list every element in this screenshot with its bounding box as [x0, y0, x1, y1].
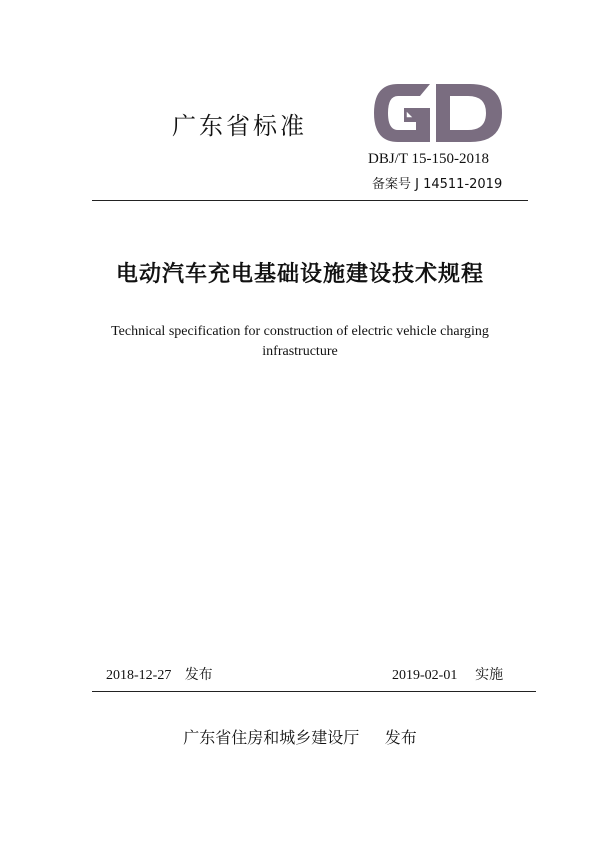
footer-divider	[92, 691, 536, 692]
issuer-label: 发布	[384, 728, 417, 747]
english-title	[0, 322, 600, 362]
english-title-line-2: infrastructure	[262, 344, 338, 359]
issuer	[0, 725, 600, 748]
gd-logo	[368, 78, 508, 148]
document-title: 电动汽车充电基础设施建设技术规程	[115, 262, 484, 287]
implement-label: 实施	[475, 667, 504, 683]
issuer-name: 广东省住房和城乡建设厅	[183, 728, 360, 747]
record-number: 备案号 J 14511-2019	[372, 177, 503, 192]
header-divider	[92, 200, 528, 201]
publish-date: 2018-12-27	[106, 668, 172, 683]
standard-code: DBJ/T 15-150-2018	[368, 151, 489, 167]
implement-date: 2019-02-01	[392, 668, 458, 683]
publish-info	[106, 664, 213, 684]
implement-info	[392, 664, 503, 684]
publish-label: 发布	[184, 667, 213, 683]
english-title-line-1: Technical specification for construction of electric vehicle charging	[111, 324, 489, 339]
province-standard-label: 广东省标准	[172, 112, 307, 140]
